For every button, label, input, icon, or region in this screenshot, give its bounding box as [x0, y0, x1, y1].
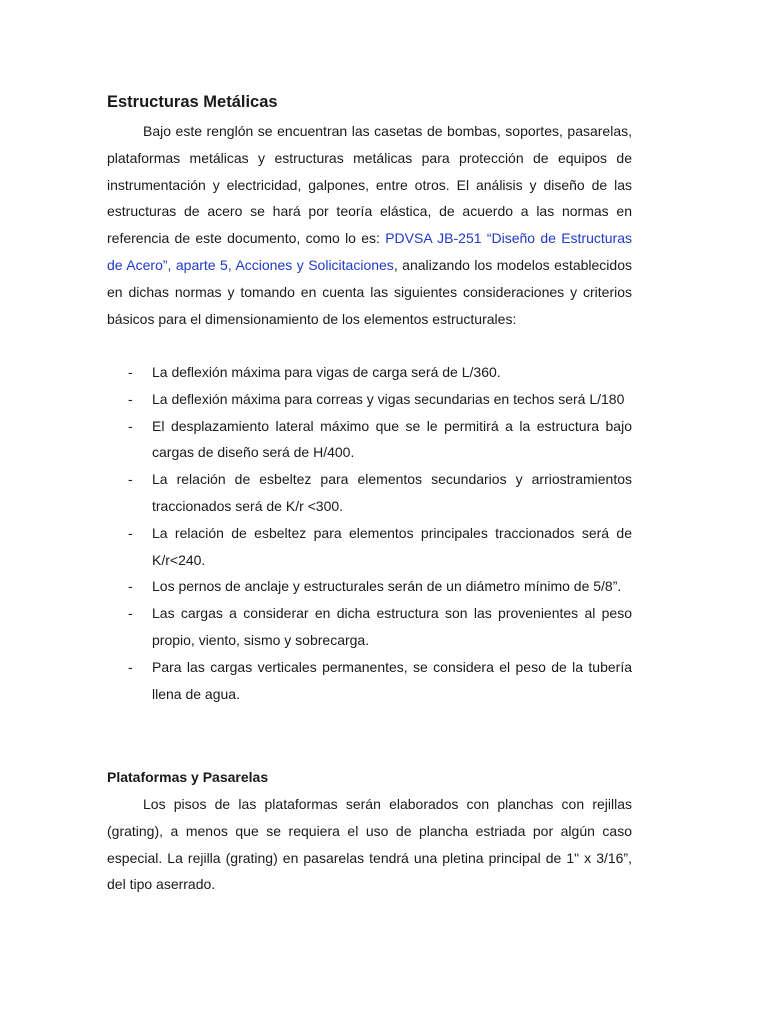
- list-item: [107, 573, 632, 600]
- list-item-text: La relación de esbeltez para elementos secundarios y arriostramientos traccionados será de K/r <300.: [152, 471, 632, 514]
- list-item: [107, 654, 632, 708]
- dash-marker: -: [128, 417, 133, 434]
- list-item: [107, 359, 632, 386]
- criteria-list: [107, 359, 632, 707]
- dash-marker: -: [128, 605, 133, 622]
- list-item: [107, 413, 632, 467]
- norm-reference-link[interactable]: PDVSA JB-251 “Diseño de Estructuras de Acero”, aparte 5, Acciones y Solicitaciones: [107, 230, 632, 273]
- list-item-text: El desplazamiento lateral máximo que se le permitirá a la estructura bajo cargas de diseño será de H/400.: [152, 417, 632, 461]
- list-item-text: La relación de esbeltez para elementos principales traccionados será de K/r<240.: [152, 524, 632, 568]
- dash-marker: -: [128, 578, 133, 595]
- plataformas-paragraph: Los pisos de las plataformas serán elaborados con planchas con rejillas (grating), a menos que se requiera el uso de plancha estriada por algún caso especial. La rejilla (grating) en pasarelas tendrá una pletina principal de 1" x 3/16”, del tipo aserrado.: [107, 796, 632, 893]
- list-item: [107, 386, 632, 413]
- section-title-estructuras: Estructuras Metálicas: [107, 93, 278, 111]
- dash-marker: -: [128, 364, 133, 380]
- dash-marker: -: [128, 524, 133, 541]
- list-item: [107, 600, 632, 654]
- dash-marker: -: [128, 471, 133, 488]
- section-title-plataformas: Plataformas y Pasarelas: [107, 769, 269, 785]
- intro-text-after: , analizando los modelos establecidos en dichas normas y tomando en cuenta las siguientes consideraciones y criterios básicos para el dimensionamiento de los elementos estructurales:: [107, 256, 632, 327]
- intro-text-before: Bajo este renglón se encuentran las casetas de bombas, soportes, pasarelas, plataformas metálicas y estructuras metálicas para protección de equipos de instrumentación y electricidad, galpones, entre otros. El análisis y diseño de las estructuras de acero se hará por teoría elástica, de acuerdo a las normas en referencia de este documento, como lo es:: [107, 123, 632, 247]
- list-item-text: La deflexión máxima para vigas de carga será de L/360.: [152, 364, 501, 380]
- intro-paragraph: [107, 118, 632, 332]
- list-item-text: Los pernos de anclaje y estructurales serán de un diámetro mínimo de 5/8”.: [152, 578, 622, 595]
- list-item-text: La deflexión máxima para correas y vigas secundarias en techos será L/180: [152, 390, 625, 407]
- dash-marker: -: [128, 658, 133, 675]
- list-item: [107, 520, 632, 574]
- dash-marker: -: [128, 390, 133, 407]
- list-item-text: Las cargas a considerar en dicha estructura son las provenientes al peso propio, viento, sismo y sobrecarga.: [152, 605, 632, 648]
- list-item-text: Para las cargas verticales permanentes, se considera el peso de la tubería llena de agua.: [152, 658, 632, 702]
- list-item: [107, 466, 632, 520]
